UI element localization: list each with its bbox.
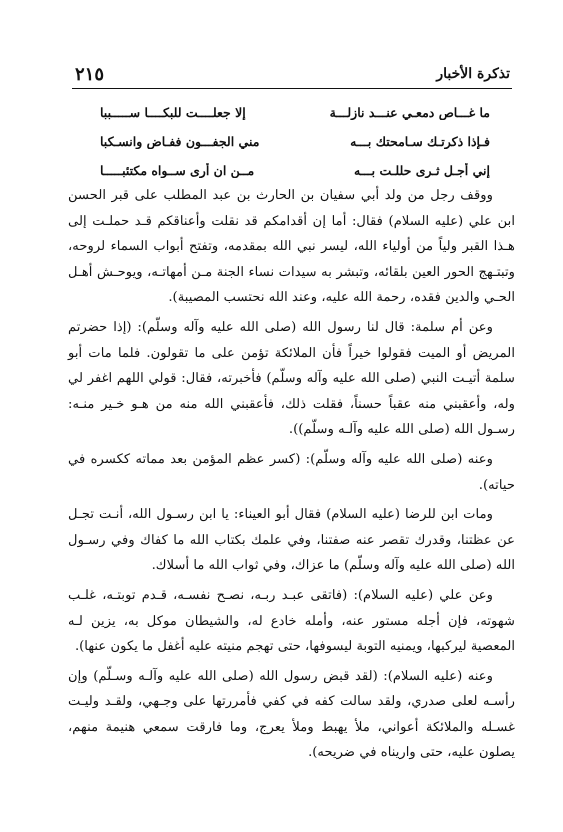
paragraph: وعنه (صلى الله عليه وآله وسلّم): (كسر عظم المؤمن بعد مماته ككسره في حياته). [68, 451, 515, 493]
poem-hemistich-second: مني الجفـــون ففـاض وانسـكبا [100, 134, 260, 149]
poem-hemistich-first: ما غـــاص دمعـي عنـــد نازلـــة [329, 105, 490, 120]
poem-hemistich-first: فـإذا ذكرتـك سـامحتك بـــه [350, 134, 490, 149]
header-rule [72, 88, 512, 89]
paragraph: وعنه (عليه السلام): (لقد قبض رسول الله (صلى الله عليه وآلـه وسـلّم) وإن رأسـه لعلى صدري، ولقد سالت كفه في كفي فأمررتها على وجـهي، ولقـد وليـت غسـله والملائكة أعواني، ملأ يهبط وملأ يعرج، وما فارقت سمعي هنيمة منهم، يصلون عليه، حتى واريناه في ضريحه). [68, 668, 515, 761]
body-text [68, 183, 515, 770]
paragraph: وعن علي (عليه السلام): (فاتقى عبـد ربـه، نصـح نفسـه، قـدم توبتـه، غلـب شهوته، فإن أجله مستور عنه، وأمله خادع له، والشيطان موكل به، يزين لـه المعصية ليركبها، ويمنيه التوبة ليسوفها، حتى تهجم منيته عليه أغفل ما يكون عنها). [68, 587, 515, 655]
paragraph: وعن أم سلمة: قال لنا رسول الله (صلى الله عليه وآله وسلّم): (إذا حضرتم المريض أو الميت فقولوا خيراً فأن الملائكة تؤمن على ما تقولون. فلما مات أبو سلمة أتيـت النبي (صلى الله عليه وآله وسلّم) فأخبرته، فقال: قولي اللهم اغفر لي وله، وأعقبني منه عقباً حسناً، فقلت ذلك، فأعقبني الله منه من هـو خـير منـه: رسـول الله (صلى الله عليه وآلـه وسلّم)). [68, 319, 515, 438]
paragraph: ومات ابن للرضا (عليه السلام) فقال أبو العيناء: يا ابن رسـول الله، أنـت تجـل عن عظتنا، وقدرك تقصر عنه صفتنا، وفي علمك بكتاب الله ما كفاك وفي رسـول الله (صلى الله عليه وآله وسلّم) ما عزاك، وفي ثواب الله ما أسلاك. [68, 507, 515, 574]
running-header [75, 62, 510, 86]
poem-verse [100, 156, 490, 185]
poem-verse [100, 98, 490, 127]
poem-hemistich-first: إني أجـل ثـرى حللـت بـــه [353, 163, 490, 178]
poem [100, 98, 490, 185]
page-number: ٢١٥ [75, 63, 105, 85]
paragraph: ووقف رجل من ولد أبي سفيان بن الحارث بن عبد المطلب على قبر الحسن ابن علي (عليه السلام) فقال: أما إن أقدامكم قد نقلت وأعناقكم قـد حملـت إلى هـذا القبر ولياً من أولياء الله، ليسر نبي الله بمقدمه، وتفتح أبواب السماء لروحه، وتبتـهج الحور العين بلقائه، وتبشر به سيدات نساء الجنة مـن أمهاتـه، ويوحـش أهـل الحـي والدين فقده، رحمة الله عليه، وعند الله نحتسب المصيبة). [68, 188, 515, 306]
poem-verse [100, 127, 490, 156]
poem-hemistich-second: مــن ان أرى ســواه مكتئبـــــا [100, 163, 255, 178]
book-title: تذكرة الأخبار [436, 66, 510, 82]
poem-hemistich-second: إلا جعلــــت للبكــــا ســـــببا [100, 105, 246, 120]
